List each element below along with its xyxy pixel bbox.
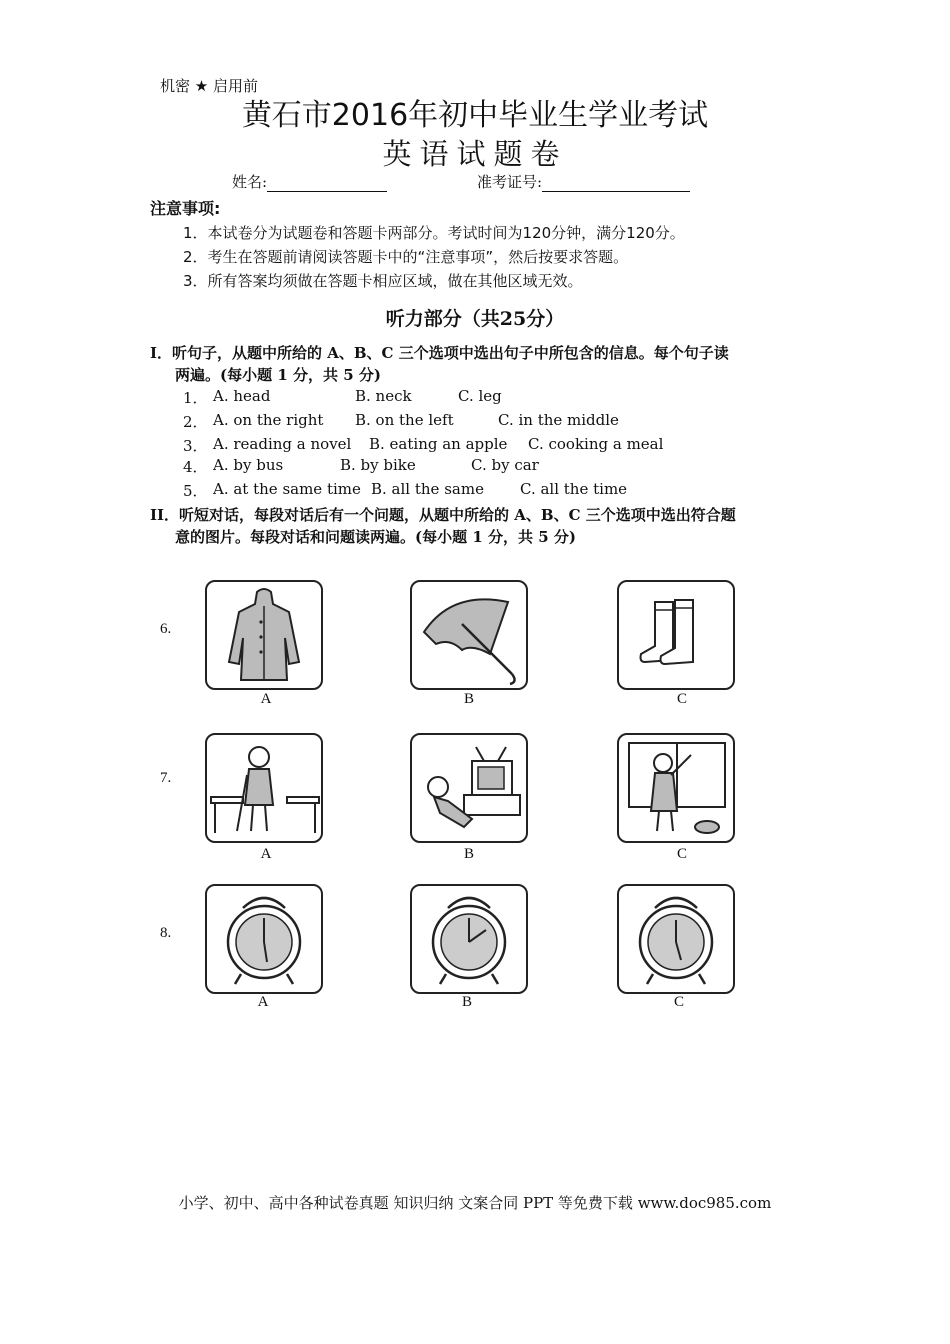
clock-icon bbox=[412, 886, 526, 992]
option-label: C bbox=[676, 846, 687, 862]
option-c: C. all the time bbox=[520, 480, 628, 498]
option-label: B bbox=[463, 691, 474, 707]
note-item: 3．所有答案均须做在答题卡相应区域，做在其他区域无效。 bbox=[183, 272, 583, 290]
picture-question-number: 8. bbox=[160, 925, 172, 941]
picture-option[interactable] bbox=[617, 580, 735, 690]
question-number: 5． bbox=[183, 482, 208, 500]
umbrella-icon bbox=[412, 582, 526, 688]
name-label: 姓名: bbox=[232, 173, 268, 191]
option-label: C bbox=[673, 994, 684, 1010]
option-a: A. by bus bbox=[213, 456, 284, 474]
option-a: A. head bbox=[213, 387, 271, 405]
picture-option[interactable] bbox=[205, 580, 323, 690]
option-label: B bbox=[463, 846, 474, 862]
clock-icon bbox=[207, 886, 321, 992]
part2-heading-line1: II．听短对话，每段对话后有一个问题，从题中所给的 A、B、C 三个选项中选出符合题 bbox=[150, 506, 736, 524]
option-c: C. leg bbox=[458, 387, 502, 405]
part2-heading-line2: 意的图片。每段对话和问题读两遍。(每小题 1 分，共 5 分) bbox=[175, 528, 576, 546]
id-blank bbox=[542, 176, 690, 192]
id-field bbox=[477, 171, 690, 192]
option-c: C. by car bbox=[471, 456, 539, 474]
question-number: 3． bbox=[183, 437, 208, 455]
confidential-label: 机密 ★ 启用前 bbox=[160, 77, 258, 95]
option-c: C. in the middle bbox=[498, 411, 619, 429]
option-label: A bbox=[260, 691, 272, 707]
rain-boots-icon bbox=[619, 582, 733, 688]
picture-option[interactable] bbox=[410, 580, 528, 690]
part1-heading-line1: I．听句子，从题中所给的 A、B、C 三个选项中选出句子中所包含的信息。每个句子读 bbox=[150, 344, 729, 362]
girl-sweeping-icon bbox=[207, 735, 321, 841]
option-c: C. cooking a meal bbox=[528, 435, 664, 453]
girl-watching-tv-icon bbox=[412, 735, 526, 841]
question-number: 4． bbox=[183, 458, 208, 476]
option-a: A. on the right bbox=[213, 411, 324, 429]
question-number: 2． bbox=[183, 413, 208, 431]
picture-option[interactable] bbox=[617, 733, 735, 843]
notes-heading: 注意事项: bbox=[150, 199, 221, 218]
id-label: 准考证号: bbox=[477, 173, 543, 191]
name-blank bbox=[267, 176, 387, 192]
note-item: 1．本试卷分为试题卷和答题卡两部分。考试时间为120分钟，满分120分。 bbox=[183, 224, 685, 242]
listening-section-title: 听力部分（共25分） bbox=[385, 308, 565, 330]
option-b: B. eating an apple bbox=[369, 435, 508, 453]
picture-question-number: 7. bbox=[160, 770, 172, 786]
option-label: C bbox=[676, 691, 687, 707]
option-label: A bbox=[260, 846, 272, 862]
exam-subtitle: 英语试题卷 bbox=[382, 137, 568, 171]
part2-heading bbox=[150, 504, 736, 548]
option-a: A. reading a novel bbox=[213, 435, 352, 453]
name-field bbox=[232, 171, 387, 192]
option-b: B. on the left bbox=[355, 411, 454, 429]
part1-heading-line2: 两遍。(每小题 1 分，共 5 分) bbox=[175, 366, 381, 384]
picture-option[interactable] bbox=[410, 733, 528, 843]
picture-option[interactable] bbox=[205, 733, 323, 843]
exam-title: 黄石市2016年初中毕业生学业考试 bbox=[241, 98, 709, 133]
part1-heading bbox=[150, 342, 729, 386]
girl-cleaning-window-icon bbox=[619, 735, 733, 841]
raincoat-icon bbox=[207, 582, 321, 688]
picture-question-number: 6. bbox=[160, 621, 172, 637]
question-number: 1． bbox=[183, 389, 208, 407]
clock-icon bbox=[619, 886, 733, 992]
note-item: 2．考生在答题前请阅读答题卡中的“注意事项”，然后按要求答题。 bbox=[183, 248, 629, 266]
option-b: B. all the same bbox=[371, 480, 484, 498]
option-label: B bbox=[461, 994, 472, 1010]
option-label: A bbox=[257, 994, 269, 1010]
footer-text: 小学、初中、高中各种试卷真题 知识归纳 文案合同 PPT 等免费下载 www.doc985.com bbox=[178, 1194, 772, 1212]
picture-option[interactable] bbox=[410, 884, 528, 994]
option-a: A. at the same time bbox=[213, 480, 361, 498]
picture-option[interactable] bbox=[617, 884, 735, 994]
option-b: B. neck bbox=[355, 387, 412, 405]
picture-option[interactable] bbox=[205, 884, 323, 994]
option-b: B. by bike bbox=[340, 456, 416, 474]
